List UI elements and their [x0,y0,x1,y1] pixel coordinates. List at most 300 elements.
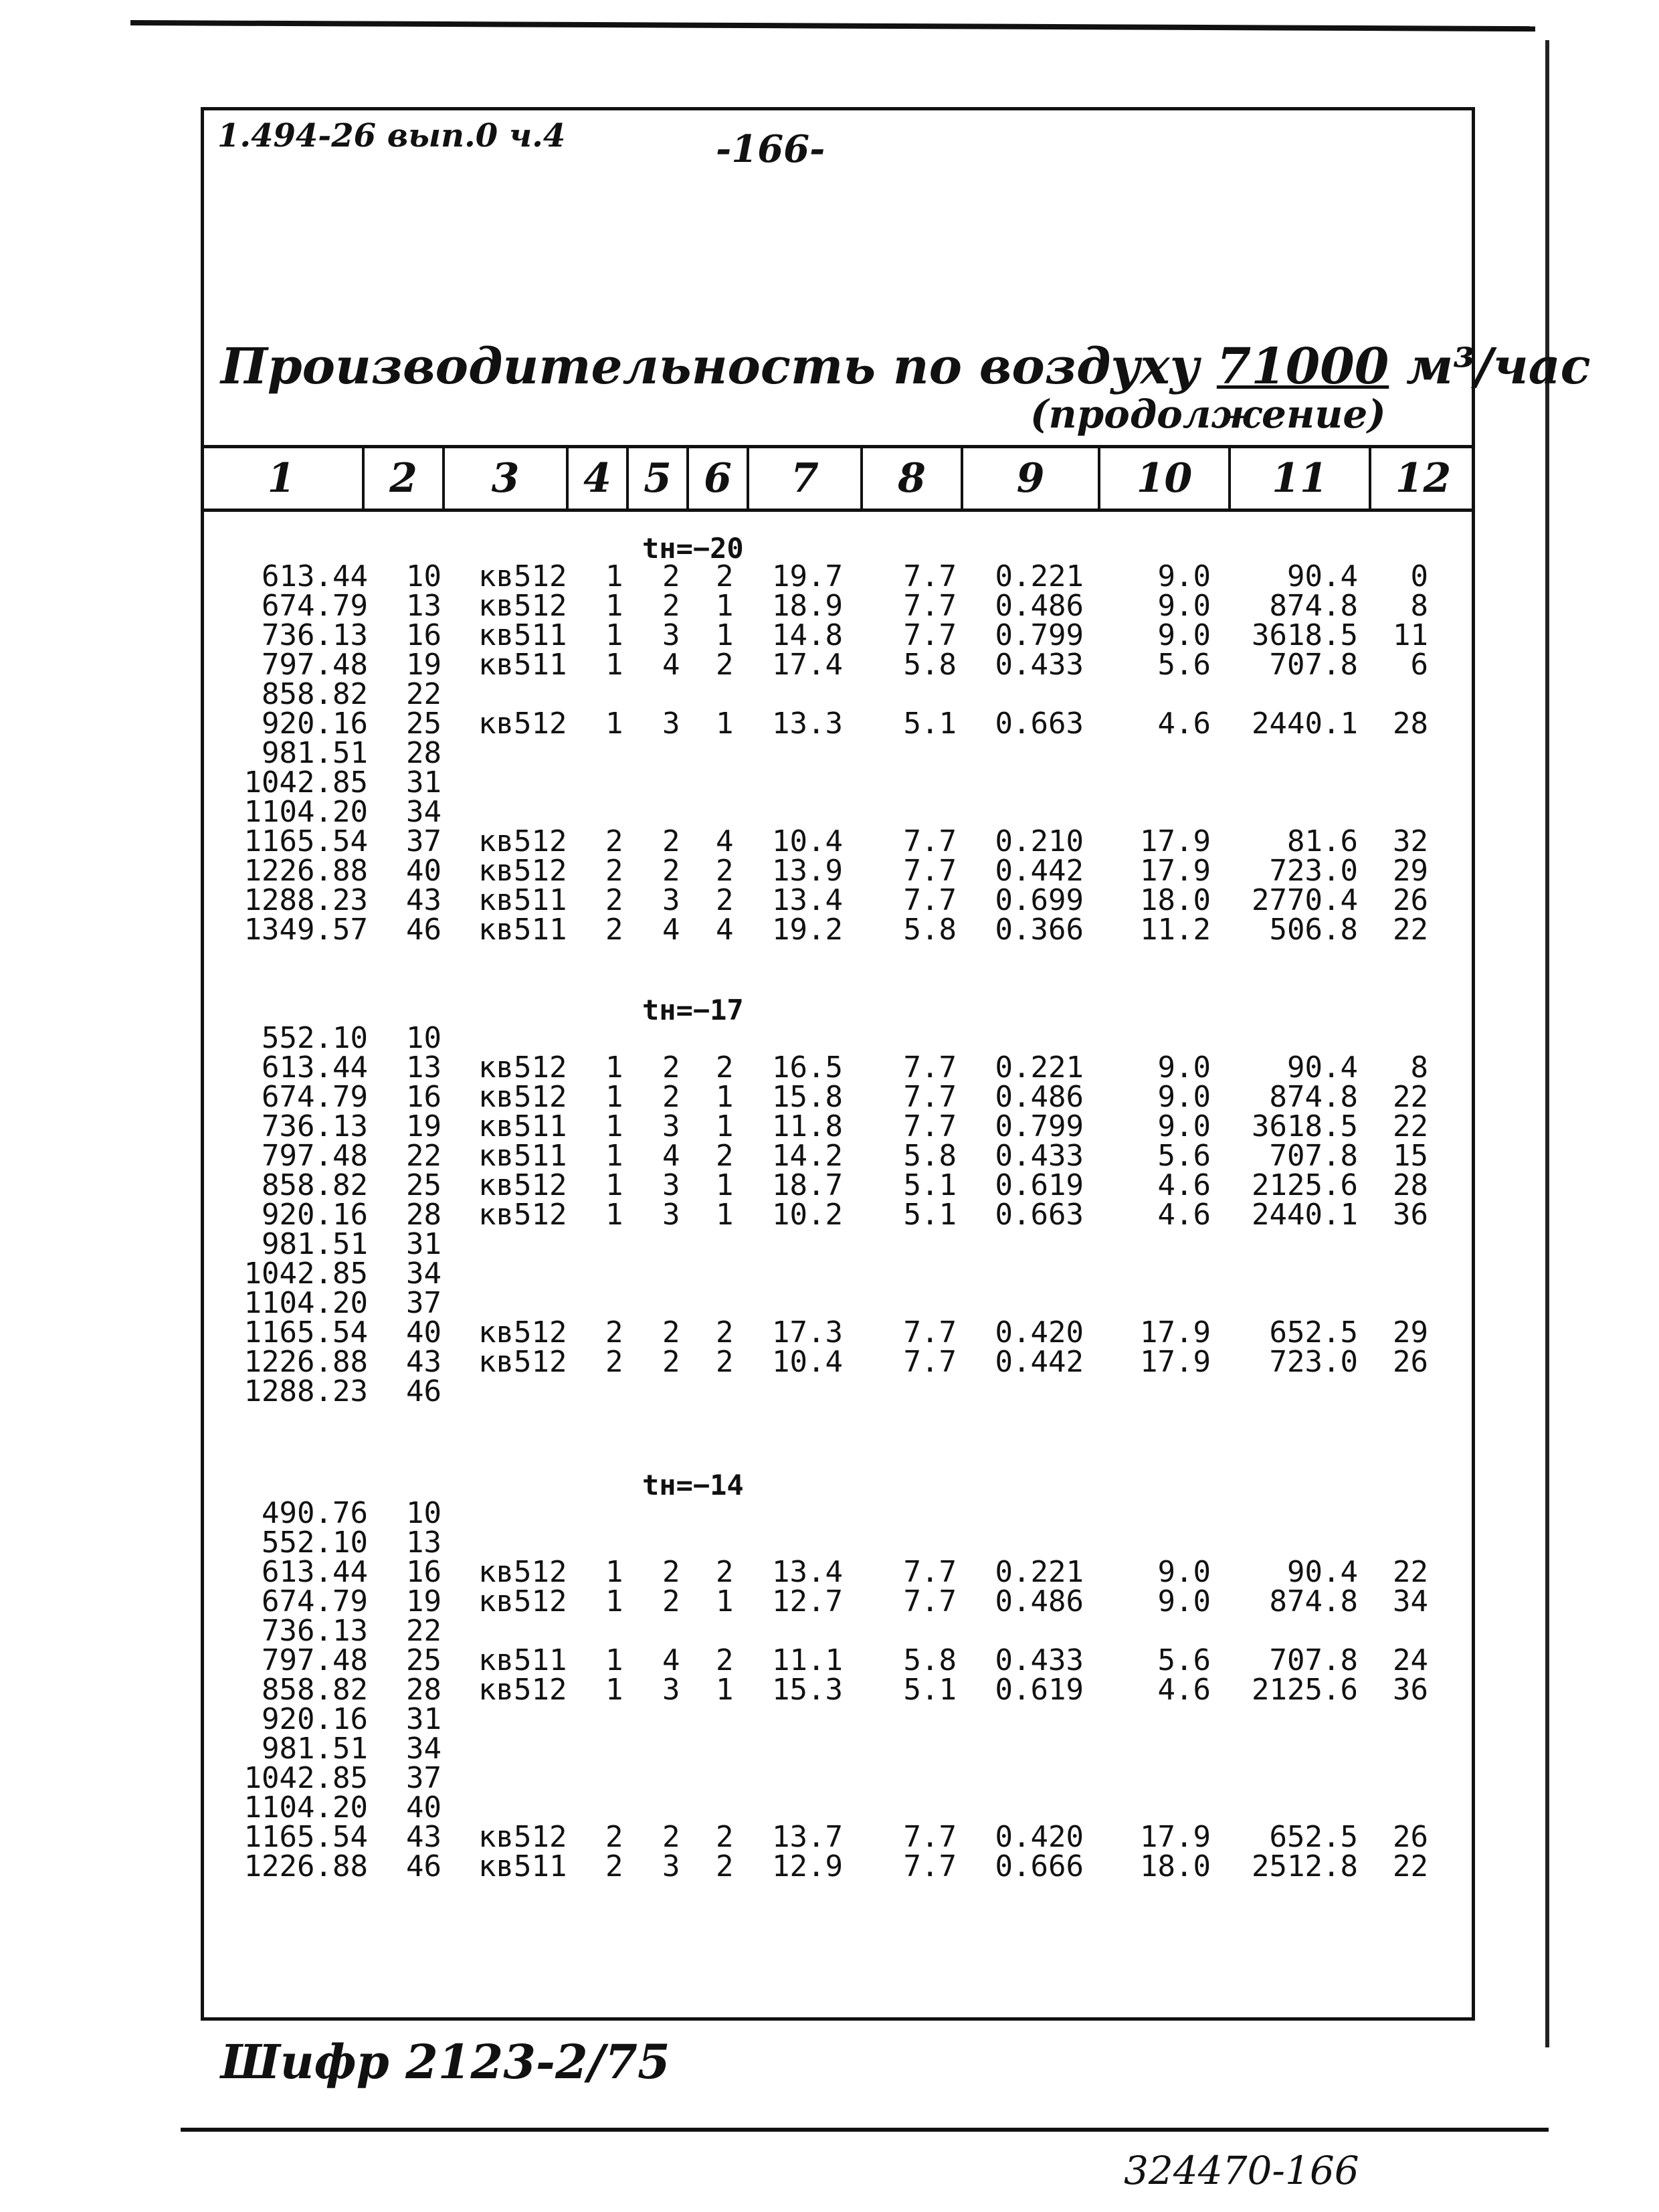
scan-bottom-edge [181,2128,1549,2132]
cell-col-5: 2 [662,1050,680,1085]
cell-col-3: кв511 [478,648,567,682]
table-row [0,736,1659,770]
cell-col-9: 0.486 [995,1080,1084,1114]
cell-col-11: 2440.1 [1252,1198,1358,1232]
cell-col-1: 674.79 [262,1080,368,1114]
table-row [0,1675,1659,1705]
cell-col-10: 5.6 [1157,1643,1211,1677]
cell-col-4: 2 [605,854,623,888]
cell-col-1: 613.44 [262,559,368,593]
cell-col-4: 1 [605,1643,623,1677]
table-row [0,1820,1659,1854]
cell-col-4: 2 [605,883,623,917]
cell-col-11: 2125.6 [1252,1168,1358,1202]
cell-col-6: 1 [716,618,734,652]
cell-col-8: 7.7 [903,1820,957,1854]
cell-col-3: кв512 [478,854,567,888]
cell-col-1: 981.51 [262,1732,368,1766]
cell-col-12: 22 [1393,1109,1428,1143]
cell-col-11: 3618.5 [1252,1109,1358,1143]
cell-col-9: 0.221 [995,1050,1084,1085]
table-row [0,883,1659,917]
cell-col-5: 2 [662,1345,680,1379]
cell-col-5: 4 [662,1643,680,1677]
cell-col-5: 3 [662,1109,680,1143]
cell-col-12: 36 [1393,1198,1428,1232]
table-row [0,1259,1659,1289]
column-header-3: 3 [445,448,569,509]
cell-col-7: 19.2 [772,913,843,947]
cell-col-1: 552.10 [262,1021,368,1055]
cell-col-11: 874.8 [1269,589,1358,623]
section-label: tн=−20 [642,532,744,565]
cell-col-2: 34 [406,1732,442,1766]
cell-col-5: 2 [662,1584,680,1619]
table-row [0,1227,1659,1261]
cell-col-2: 22 [406,677,442,711]
cell-col-2: 46 [406,1374,442,1408]
cell-col-10: 5.6 [1157,648,1211,682]
cell-col-10: 17.9 [1140,824,1211,858]
cell-col-8: 5.8 [903,648,957,682]
cell-col-2: 10 [406,1496,442,1530]
cell-col-11: 2125.6 [1252,1673,1358,1707]
table-row [0,1200,1659,1230]
cell-col-11: 90.4 [1287,559,1358,593]
cell-col-1: 1226.88 [243,1849,368,1883]
cell-col-12: 26 [1393,1345,1428,1379]
table-row [0,1761,1659,1795]
cell-col-11: 2440.1 [1252,707,1358,741]
cell-col-2: 40 [406,854,442,888]
cell-col-2: 19 [406,1584,442,1619]
cell-col-8: 5.1 [903,1168,957,1202]
cell-col-12: 28 [1393,707,1428,741]
cell-col-5: 2 [662,824,680,858]
table-row [0,1050,1659,1085]
page-number: -166- [716,127,825,171]
cell-col-6: 2 [716,1050,734,1085]
table-row [0,1584,1659,1619]
cell-col-7: 19.7 [772,559,843,593]
cell-col-4: 2 [605,1820,623,1854]
cell-col-4: 2 [605,1315,623,1350]
cell-col-10: 17.9 [1140,1315,1211,1350]
cell-col-11: 81.6 [1287,824,1358,858]
cell-col-12: 22 [1393,1080,1428,1114]
table-row [0,824,1659,858]
cell-col-1: 674.79 [262,1584,368,1619]
cell-col-6: 2 [716,1820,734,1854]
cell-col-9: 0.699 [995,883,1084,917]
table-row [0,1496,1659,1530]
scan-top-edge [130,20,1535,31]
cell-col-4: 1 [605,707,623,741]
cell-col-7: 10.2 [772,1198,843,1232]
cell-col-8: 7.7 [903,559,957,593]
cell-col-8: 5.8 [903,1643,957,1677]
cell-col-12: 36 [1393,1673,1428,1707]
cell-col-5: 3 [662,618,680,652]
cell-col-12: 8 [1410,1050,1428,1085]
cell-col-1: 1042.85 [243,1257,368,1291]
table-row [0,1702,1659,1736]
column-header-row [201,445,1475,512]
cell-col-8: 7.7 [903,1345,957,1379]
cell-col-9: 0.442 [995,1345,1084,1379]
column-header-2: 2 [365,448,445,509]
table-row [0,1080,1659,1114]
cell-col-9: 0.486 [995,1584,1084,1619]
cell-col-5: 4 [662,648,680,682]
cell-col-2: 43 [406,883,442,917]
cell-col-11: 707.8 [1269,1643,1358,1677]
cell-col-8: 7.7 [903,1050,957,1085]
cell-col-10: 18.0 [1140,1849,1211,1883]
cell-col-1: 1349.57 [243,913,368,947]
cell-col-2: 43 [406,1345,442,1379]
cell-col-3: кв512 [478,1345,567,1379]
cell-col-1: 920.16 [262,1702,368,1736]
cell-col-6: 2 [716,883,734,917]
cell-col-5: 3 [662,1198,680,1232]
column-header-7: 7 [749,448,863,509]
cell-col-8: 7.7 [903,1109,957,1143]
cell-col-2: 40 [406,1790,442,1825]
cell-col-7: 11.1 [772,1643,843,1677]
cell-col-9: 0.442 [995,854,1084,888]
cell-col-3: кв512 [478,1584,567,1619]
table-row [0,856,1659,886]
cell-col-12: 26 [1393,883,1428,917]
column-header-8: 8 [863,448,963,509]
cell-col-6: 1 [716,1584,734,1619]
cell-col-8: 5.8 [903,1139,957,1173]
cell-col-1: 1288.23 [243,883,368,917]
cell-col-7: 15.8 [772,1080,843,1114]
cell-col-7: 13.3 [772,707,843,741]
table-row [0,591,1659,621]
cell-col-2: 28 [406,1673,442,1707]
cell-col-2: 13 [406,1526,442,1560]
cell-col-9: 0.799 [995,1109,1084,1143]
cell-col-3: кв512 [478,1315,567,1350]
cell-col-2: 34 [406,1257,442,1291]
cell-col-1: 736.13 [262,1614,368,1648]
cell-col-6: 2 [716,1849,734,1883]
cell-col-3: кв511 [478,1849,567,1883]
cell-col-5: 2 [662,1080,680,1114]
cell-col-9: 0.619 [995,1673,1084,1707]
cell-col-10: 9.0 [1157,1109,1211,1143]
table-row [0,677,1659,711]
cell-col-1: 736.13 [262,1109,368,1143]
table-row [0,1374,1659,1408]
cell-col-5: 4 [662,913,680,947]
cell-col-11: 90.4 [1287,1555,1358,1589]
title-flow-value: 71000 [1216,338,1389,395]
column-header-1: 1 [201,448,365,509]
table-row [0,1315,1659,1350]
cell-col-5: 3 [662,1849,680,1883]
cell-col-2: 22 [406,1139,442,1173]
cell-col-9: 0.619 [995,1168,1084,1202]
cell-col-2: 40 [406,1315,442,1350]
cell-col-1: 613.44 [262,1050,368,1085]
cell-col-12: 24 [1393,1643,1428,1677]
cell-col-2: 16 [406,618,442,652]
cell-col-10: 9.0 [1157,1555,1211,1589]
cell-col-1: 797.48 [262,1139,368,1173]
cell-col-2: 37 [406,1761,442,1795]
cell-col-1: 1104.20 [243,1286,368,1320]
table-row [0,795,1659,829]
cell-col-5: 3 [662,707,680,741]
table-row [0,559,1659,593]
cell-col-9: 0.221 [995,559,1084,593]
cell-col-3: кв512 [478,1050,567,1085]
cell-col-2: 19 [406,1109,442,1143]
cell-col-2: 25 [406,1643,442,1677]
cell-col-8: 7.7 [903,824,957,858]
cell-col-3: кв512 [478,1673,567,1707]
cell-col-1: 858.82 [262,677,368,711]
cell-col-12: 34 [1393,1584,1428,1619]
cell-col-6: 1 [716,1080,734,1114]
cell-col-4: 1 [605,1109,623,1143]
cell-col-7: 18.9 [772,589,843,623]
cell-col-2: 34 [406,795,442,829]
cell-col-11: 3618.5 [1252,618,1358,652]
table-row [0,709,1659,739]
cell-col-10: 9.0 [1157,1050,1211,1085]
cell-col-6: 2 [716,1139,734,1173]
table-row [0,1168,1659,1202]
cell-col-3: кв511 [478,913,567,947]
cell-col-5: 2 [662,1315,680,1350]
cell-col-4: 1 [605,1139,623,1173]
cell-col-7: 11.8 [772,1109,843,1143]
column-header-11: 11 [1231,448,1371,509]
cell-col-12: 29 [1393,1315,1428,1350]
cell-col-9: 0.799 [995,618,1084,652]
cell-col-10: 17.9 [1140,1345,1211,1379]
cell-col-4: 1 [605,589,623,623]
cell-col-11: 652.5 [1269,1315,1358,1350]
title-unit: м³/час [1406,338,1591,395]
cell-col-9: 0.420 [995,1315,1084,1350]
table-row [0,1555,1659,1589]
cell-col-10: 9.0 [1157,589,1211,623]
cell-col-12: 22 [1393,913,1428,947]
table-subtitle: (продолжение) [1030,391,1386,437]
cell-col-4: 1 [605,618,623,652]
cell-col-7: 13.7 [772,1820,843,1854]
column-header-5: 5 [629,448,689,509]
table-row [0,1528,1659,1558]
cell-col-6: 2 [716,1555,734,1589]
cell-col-2: 37 [406,824,442,858]
cell-col-10: 17.9 [1140,1820,1211,1854]
cell-col-2: 28 [406,736,442,770]
cell-col-3: кв512 [478,1198,567,1232]
cell-col-2: 46 [406,1849,442,1883]
cell-col-10: 4.6 [1157,1673,1211,1707]
cell-col-12: 32 [1393,824,1428,858]
cell-col-12: 29 [1393,854,1428,888]
cell-col-1: 1042.85 [243,1761,368,1795]
cell-col-6: 1 [716,1673,734,1707]
cell-col-6: 1 [716,1109,734,1143]
cell-col-7: 10.4 [772,824,843,858]
cell-col-12: 8 [1410,589,1428,623]
column-header-12: 12 [1395,455,1452,502]
section-label: tн=−14 [642,1469,744,1501]
table-row [0,915,1659,945]
cell-col-4: 1 [605,559,623,593]
cell-col-2: 31 [406,1702,442,1736]
cell-col-9: 0.486 [995,589,1084,623]
cell-col-2: 31 [406,1227,442,1261]
archive-number: 324470-166 [1124,2148,1359,2193]
cell-col-1: 797.48 [262,1643,368,1677]
cell-col-11: 90.4 [1287,1050,1358,1085]
cell-col-4: 2 [605,1849,623,1883]
table-row [0,765,1659,800]
cell-col-8: 7.7 [903,1584,957,1619]
cell-col-8: 7.7 [903,1080,957,1114]
cell-col-12: 26 [1393,1820,1428,1854]
cell-col-1: 552.10 [262,1526,368,1560]
cell-col-2: 13 [406,589,442,623]
cell-col-1: 858.82 [262,1168,368,1202]
table-title [221,338,1591,395]
cell-col-6: 2 [716,854,734,888]
table-row [0,618,1659,652]
cell-col-8: 5.1 [903,707,957,741]
cell-col-7: 13.9 [772,854,843,888]
cell-col-2: 10 [406,1021,442,1055]
cell-col-1: 1165.54 [243,1820,368,1854]
cell-col-6: 2 [716,559,734,593]
cell-col-11: 723.0 [1269,854,1358,888]
cell-col-3: кв512 [478,559,567,593]
cell-col-8: 7.7 [903,883,957,917]
cell-col-11: 723.0 [1269,1345,1358,1379]
cell-col-7: 12.9 [772,1849,843,1883]
cell-col-11: 707.8 [1269,648,1358,682]
table-row [0,1345,1659,1379]
table-row [0,1790,1659,1825]
cell-col-11: 2512.8 [1252,1849,1358,1883]
cell-col-7: 14.2 [772,1139,843,1173]
cell-col-11: 652.5 [1269,1820,1358,1854]
cell-col-2: 37 [406,1286,442,1320]
cell-col-2: 10 [406,559,442,593]
cell-col-7: 17.4 [772,648,843,682]
cell-col-12: 22 [1393,1849,1428,1883]
cell-col-1: 920.16 [262,1198,368,1232]
cell-col-12: 28 [1393,1168,1428,1202]
cell-col-11: 874.8 [1269,1584,1358,1619]
cell-col-1: 1104.20 [243,1790,368,1825]
cell-col-4: 2 [605,1345,623,1379]
cell-col-10: 9.0 [1157,559,1211,593]
cell-col-1: 981.51 [262,736,368,770]
cell-col-7: 18.7 [772,1168,843,1202]
cell-col-1: 1226.88 [243,1345,368,1379]
cell-col-7: 13.4 [772,1555,843,1589]
cell-col-4: 1 [605,1168,623,1202]
cipher-label: Шифр 2123-2/75 [221,2034,670,2090]
cell-col-10: 17.9 [1140,854,1211,888]
cell-col-4: 1 [605,1050,623,1085]
cell-col-7: 14.8 [772,618,843,652]
cell-col-2: 13 [406,1050,442,1085]
cell-col-11: 707.8 [1269,1139,1358,1173]
cell-col-2: 46 [406,913,442,947]
cell-col-9: 0.663 [995,1198,1084,1232]
cell-col-12: 11 [1393,618,1428,652]
cell-col-2: 16 [406,1080,442,1114]
cell-col-4: 1 [605,1198,623,1232]
cell-col-12: 22 [1393,1555,1428,1589]
cell-col-8: 7.7 [903,1315,957,1350]
table-row [0,1643,1659,1677]
cell-col-5: 2 [662,854,680,888]
cell-col-8: 7.7 [903,1555,957,1589]
cell-col-1: 674.79 [262,589,368,623]
cell-col-6: 2 [716,1315,734,1350]
cell-col-1: 858.82 [262,1673,368,1707]
cell-col-11: 874.8 [1269,1080,1358,1114]
cell-col-8: 7.7 [903,589,957,623]
cell-col-1: 1165.54 [243,1315,368,1350]
cell-col-4: 1 [605,1555,623,1589]
cell-col-2: 22 [406,1614,442,1648]
cell-col-9: 0.433 [995,1643,1084,1677]
cell-col-3: кв511 [478,1139,567,1173]
cell-col-6: 4 [716,824,734,858]
cell-col-1: 1042.85 [243,765,368,800]
cell-col-5: 3 [662,1673,680,1707]
cell-col-7: 17.3 [772,1315,843,1350]
cell-col-9: 0.210 [995,824,1084,858]
cell-col-3: кв511 [478,618,567,652]
cell-col-8: 5.1 [903,1198,957,1232]
cell-col-2: 25 [406,707,442,741]
cell-col-1: 1288.23 [243,1374,368,1408]
cell-col-5: 3 [662,1168,680,1202]
cell-col-4: 2 [605,824,623,858]
cell-col-3: кв511 [478,883,567,917]
cell-col-3: кв512 [478,1555,567,1589]
table-row [0,1141,1659,1171]
cell-col-7: 16.5 [772,1050,843,1085]
cell-col-6: 2 [716,1643,734,1677]
cell-col-1: 920.16 [262,707,368,741]
cell-col-3: кв512 [478,1080,567,1114]
cell-col-2: 31 [406,765,442,800]
table-row [0,1614,1659,1648]
cell-col-6: 1 [716,1198,734,1232]
cell-col-12: 0 [1410,559,1428,593]
cell-col-10: 18.0 [1140,883,1211,917]
cell-col-1: 1165.54 [243,824,368,858]
cell-col-1: 1226.88 [243,854,368,888]
cell-col-5: 2 [662,1555,680,1589]
title-prefix: Производительность по воздуху [221,338,1200,395]
